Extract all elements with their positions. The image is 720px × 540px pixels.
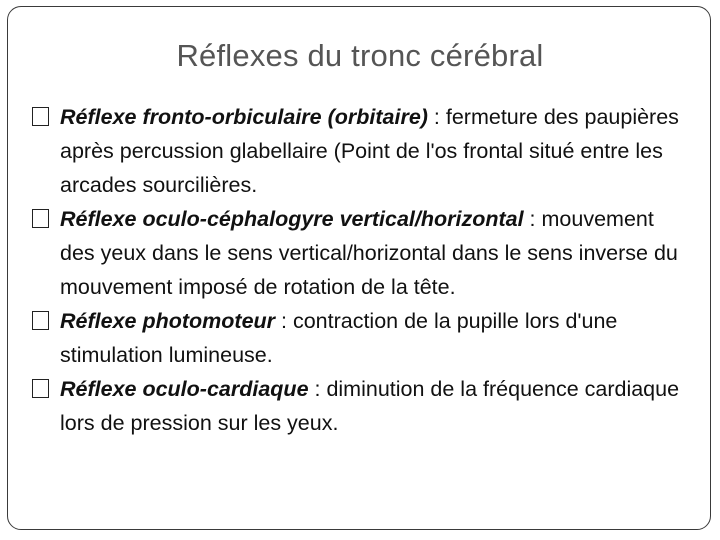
bullet-text: : mouvement des yeux dans le sens vertical/horizontal dans le sens inverse du mouvement imposé de rotation de la tête. (60, 207, 678, 299)
bullet-item (32, 304, 682, 372)
bullet-box-icon (32, 379, 49, 398)
bullet-text: : diminution de la fréquence cardiaque lors de pression sur les yeux. (60, 377, 680, 435)
bullet-text: : fermeture des paupières après percussion glabellaire (Point de l'os frontal situé entre les arcades sourcilières. (60, 105, 679, 197)
bullet-item (32, 202, 682, 304)
bullet-term: Réflexe fronto-orbiculaire (orbitaire) (60, 105, 428, 129)
slide-title: Réflexes du tronc cérébral (176, 38, 544, 73)
bullet-box-icon (32, 311, 49, 330)
bullet-text: : contraction de la pupille lors d'une stimulation lumineuse. (60, 309, 618, 367)
bullet-box-icon (32, 209, 49, 228)
bullet-box-icon (32, 107, 49, 126)
bullet-term: Réflexe photomoteur (60, 309, 276, 333)
bullet-item (32, 100, 682, 202)
bullet-term: Réflexe oculo-cardiaque (60, 377, 309, 401)
bullet-term: Réflexe oculo-céphalogyre vertical/horizontal (60, 207, 524, 231)
bullet-list (32, 100, 682, 440)
bullet-item (32, 372, 682, 440)
